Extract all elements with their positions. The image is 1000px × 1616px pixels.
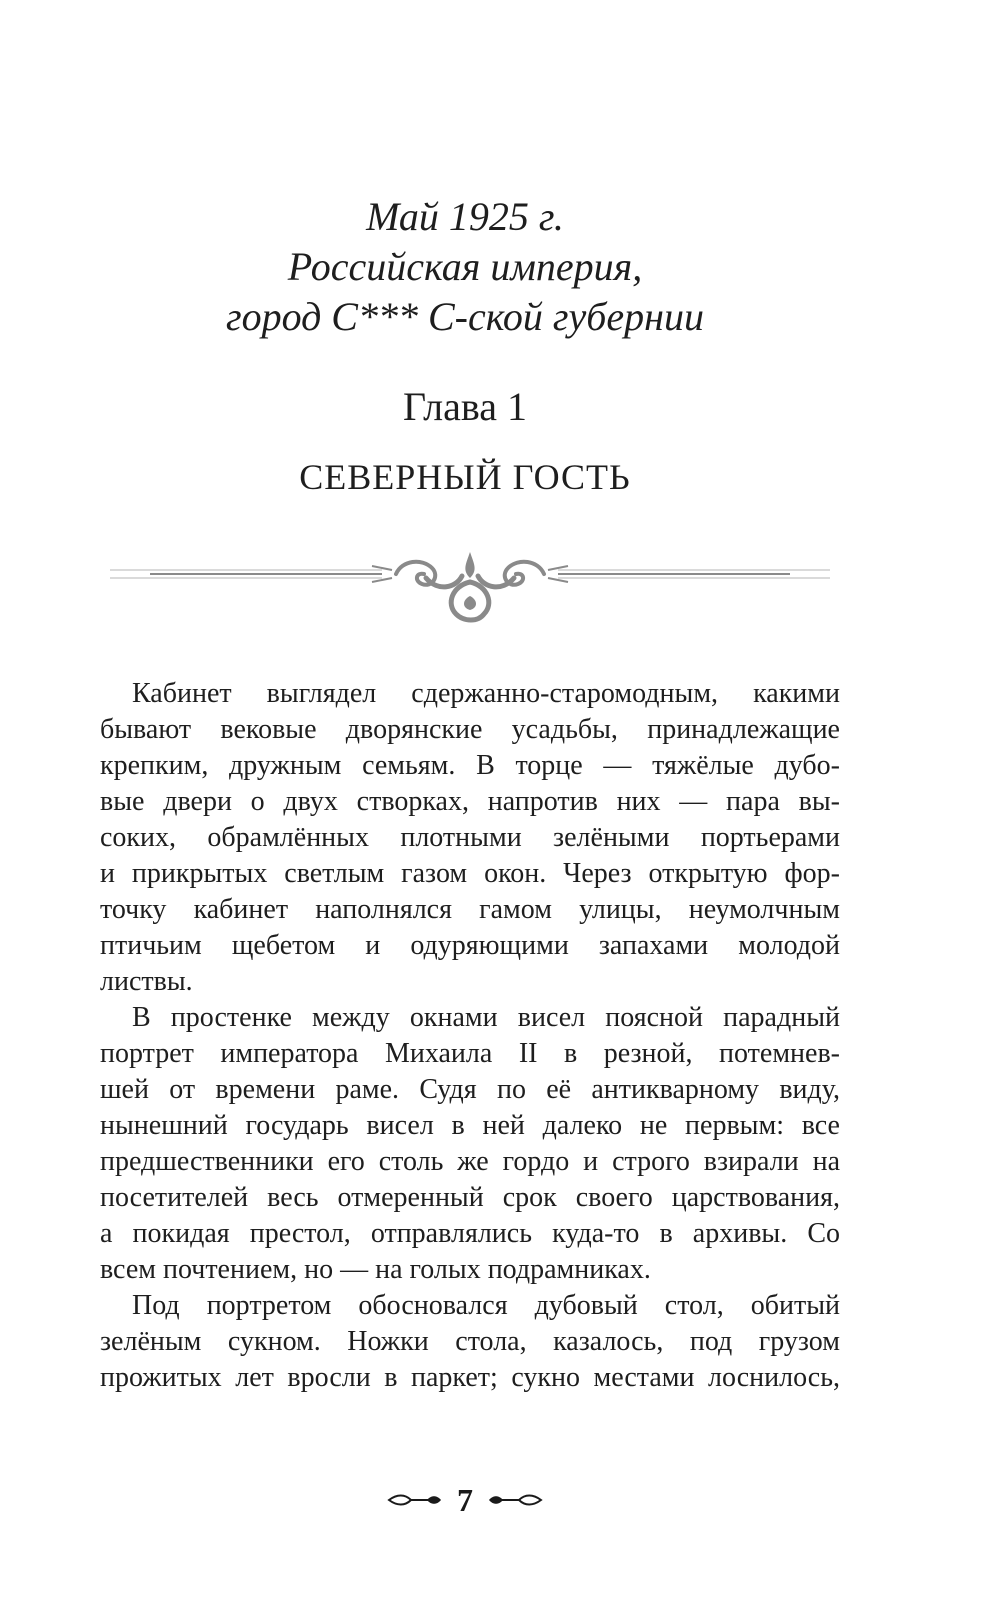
epigraph-country: Российская империя,: [287, 244, 643, 289]
epigraph-date: Май 1925 г.: [366, 194, 564, 239]
text-line: а покидая престол, отправлялись куда-то в архивы. Со: [100, 1218, 840, 1249]
text-line: Под портретом обосновался дубовый стол, обитый: [132, 1290, 840, 1321]
flourish-left-icon: [387, 1492, 443, 1508]
text-line: портрет императора Михаила II в резной, потемнев-: [100, 1038, 840, 1069]
text-line: Кабинет выглядел сдержанно-старомодным, какими: [132, 678, 840, 709]
text-line: прожитых лет вросли в паркет; сукно местами лоснилось,: [100, 1362, 840, 1393]
page-footer: [0, 1480, 930, 1520]
text-line: бывают вековые дворянские усадьбы, принадлежащие: [100, 714, 840, 745]
text-line: нынешний государь висел в ней далеко не первым: все: [100, 1110, 840, 1141]
text-line: всем почтением, но — на голых подрамниках.: [100, 1254, 651, 1285]
chapter-number: Глава 1: [403, 384, 527, 429]
chapter-title: СЕВЕРНЫЙ ГОСТЬ: [299, 457, 631, 497]
text-line: предшественники его столь же гордо и строго взирали на: [100, 1146, 840, 1177]
paragraph: [100, 676, 840, 1000]
paragraph: [100, 1288, 840, 1396]
text-line: шей от времени раме. Судя по её антикварному виду,: [100, 1074, 840, 1105]
page-number: 7: [457, 1482, 473, 1518]
text-line: и прикрытых светлым газом окон. Через открытую фор-: [100, 858, 840, 889]
text-line: листвы.: [100, 966, 193, 997]
epigraph: [0, 192, 930, 342]
epigraph-city: город С*** С-ской губернии: [225, 294, 704, 339]
text-line: В простенке между окнами висел поясной парадный: [132, 1002, 840, 1033]
chapter-body: [100, 676, 840, 1396]
flourish-right-icon: [487, 1492, 543, 1508]
paragraph: [100, 1000, 840, 1288]
text-line: посетителей весь отмеренный срок своего царствования,: [100, 1182, 840, 1213]
text-line: крепким, дружным семьям. В торце — тяжёлые дубо-: [100, 750, 840, 781]
text-line: вые двери о двух створках, напротив них — пара вы-: [100, 786, 840, 817]
text-line: соких, обрамлённых плотными зелёными портьерами: [100, 822, 840, 853]
text-line: птичьим щебетом и одуряющими запахами молодой: [100, 930, 840, 961]
chapter-divider-ornament-icon: [110, 548, 830, 624]
text-line: точку кабинет наполнялся гамом улицы, неумолчным: [100, 894, 840, 925]
text-line: зелёным сукном. Ножки стола, казалось, под грузом: [100, 1326, 840, 1357]
